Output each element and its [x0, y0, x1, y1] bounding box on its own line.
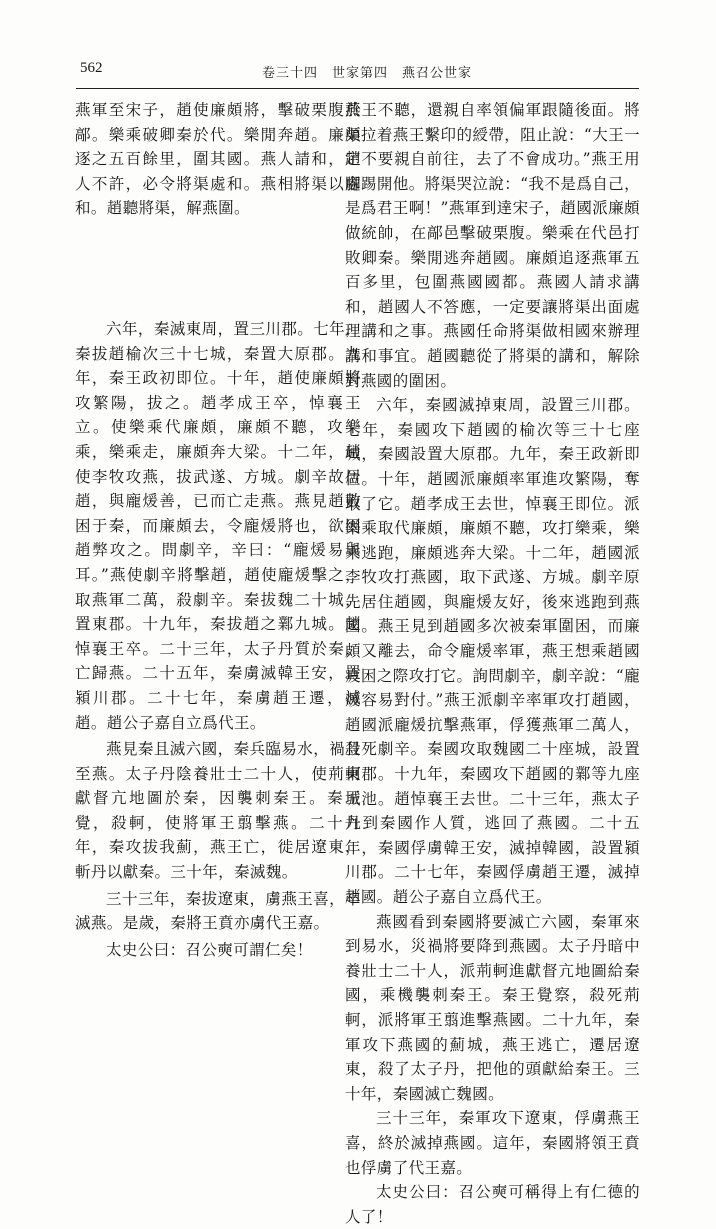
translation-paragraph-3: 燕國看到秦國將要滅亡六國，秦軍來到易水，災禍將要降到燕國。太子丹暗中養壯士二十人，派荊軻進獻督亢地圖給秦國，乘機襲刺秦王。秦王覺察，殺死荊軻，派將軍王翦進擊燕國。二十九年，秦軍攻下燕國的薊城，燕王逃亡，遷居遼東，殺了太子丹，把他的頭獻給秦王。三十年，秦國滅亡魏國。	[345, 912, 640, 1103]
translation-paragraph-5: 太史公曰：召公奭可稱得上有仁德的人了！	[345, 1183, 640, 1226]
classical-text-column-2	[75, 317, 361, 962]
page-header	[0, 60, 716, 84]
classical-paragraph-1: 燕軍至宋子，趙使廉頗將，擊破栗腹於鄗。樂乘破卿秦於代。樂閒奔趙。廉頗逐之五百餘里，圍其國。燕人請和，趙人不許，必令將渠處和。燕相將渠以處和。趙聽將渠，解燕圍。	[75, 101, 361, 218]
header-rule	[76, 88, 639, 89]
page-number: 562	[80, 60, 103, 76]
translation-column	[345, 98, 640, 1229]
translation-paragraph-2: 六年，秦國滅掉東周，設置三川郡。七年，秦國攻下趙國的榆次等三十七座城，秦國設置大原郡。九年，秦王政新即位。十年，趙國派廉頗率軍進攻繁陽，奪取了它。趙孝成王去世，悼襄王即位。派樂乘取代廉頗，廉頗不聽，攻打樂乘，樂乘逃跑，廉頗逃奔大梁。十二年，趙國派李牧攻打燕國，取下武遂、方城。劇辛原先居住趙國，與龐煖友好，後來逃跑到燕國。燕王見到趙國多次被秦軍圍困，而廉頗又離去，命令龐煖率軍，燕王想乘趙國疲困之際攻打它。詢問劇辛，劇辛說：“龐煖容易對付。”燕王派劇辛率軍攻打趙國，趙國派龐煖抗擊燕軍，俘獲燕軍二萬人，殺死劇辛。秦國攻取魏國二十座城，設置東郡。十九年，秦國攻下趙國的鄴等九座城池。趙悼襄王去世。二十三年，燕太子丹到秦國作人質，逃回了燕國。二十五年，秦國俘虜韓王安，滅掉韓國，設置潁川郡。二十七年，秦國俘虜趙王遷，滅掉趙國。趙公子嘉自立爲代王。	[345, 396, 640, 906]
classical-text-column	[75, 98, 361, 221]
translation-paragraph-4: 三十三年，秦軍攻下遼東，俘虜燕王喜，終於滅掉燕國。這年，秦國將領王賁也俘虜了代王嘉。	[345, 1109, 640, 1177]
translation-paragraph-1: 燕王不聽，還親自率領偏軍跟隨後面。將渠拉着燕王繫印的綬帶，阻止說：“大王一定不要親自前往，去了不會成功。”燕王用腳踢開他。將渠哭泣說：“我不是爲自己，是爲君王啊！”燕軍到達宋子，趙國派廉頗做統帥，在鄗邑擊破栗腹。樂乘在代邑打敗卿秦。樂閒逃奔趙國。廉頗追逐燕軍五百多里，包圍燕國國都。燕國人請求講和，趙國人不答應，一定要讓將渠出面處理講和之事。燕國任命將渠做相國來辦理講和事宜。趙國聽從了將渠的講和，解除對燕國的圍困。	[345, 101, 640, 390]
classical-paragraph-3: 燕見秦且滅六國，秦兵臨易水，禍且至燕。太子丹陰養壯士二十人，使荊軻獻督亢地圖於秦，因襲刺秦王。秦王覺，殺軻，使將軍王翦擊燕。二十九年，秦攻拔我薊，燕王亡，徙居遼東，斬丹以獻秦。三十年，秦滅魏。	[75, 740, 361, 882]
classical-paragraph-4: 三十三年，秦拔遼東，虜燕王喜，卒滅燕。是歲，秦將王賁亦虜代王嘉。	[75, 889, 361, 933]
classical-paragraph-5: 太史公曰：召公奭可謂仁矣！	[106, 940, 313, 959]
classical-paragraph-2: 六年，秦滅東周，置三川郡。七年，秦拔趙榆次三十七城，秦置大原郡。九年，秦王政初即位。十年，趙使廉頗將攻繁陽，拔之。趙孝成王卒，悼襄王立。使樂乘代廉頗，廉頗不聽，攻樂乘，樂乘走，廉頗奔大梁。十二年，趙使李牧攻燕，拔武遂、方城。劇辛故居趙，與龐煖善，已而亡走燕。燕見趙數困于秦，而廉頗去，令龐煖將也，欲因趙弊攻之。問劇辛，辛曰：“龐煖易與耳。”燕使劇辛將擊趙，趙使龐煖擊之，取燕軍二萬，殺劇辛。秦拔魏二十城，置東郡。十九年，秦拔趙之鄴九城。趙悼襄王卒。二十三年，太子丹質於秦，亡歸燕。二十五年，秦虜滅韓王安，置潁川郡。二十七年，秦虜趙王遷，滅趙。趙公子嘉自立爲代王。	[75, 320, 361, 732]
running-title: 卷三十四 世家第四 燕召公世家	[262, 66, 473, 81]
